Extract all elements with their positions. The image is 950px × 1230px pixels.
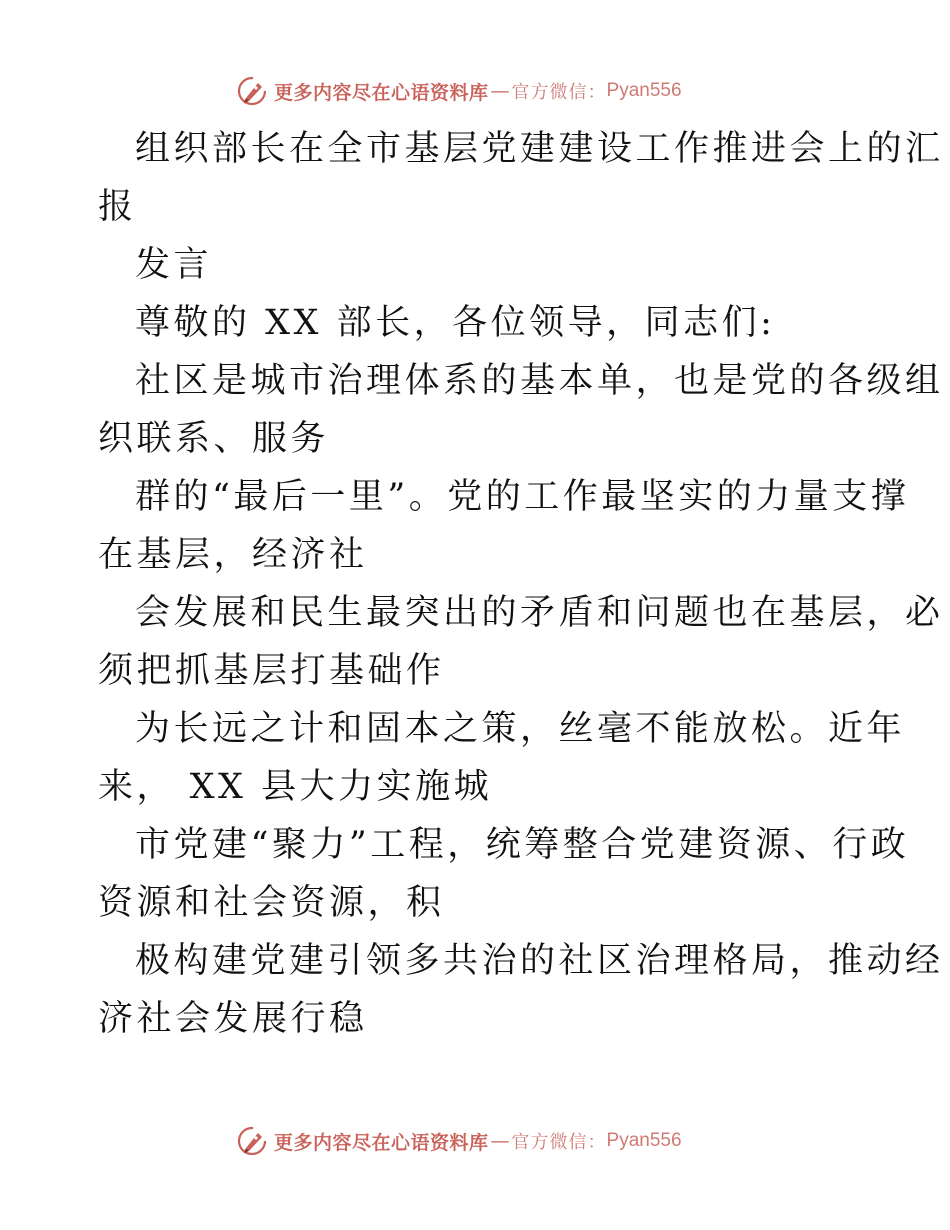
text-line: 组织部长在全市基层党建建设工作推进会上的汇 [135,129,944,169]
watermark-wechat-label: 官方微信： [511,1132,607,1153]
pen-nib-logo-icon [236,74,270,108]
text-line: 群的“最后一里”。党的工作最坚实的力量支撑 [135,477,910,517]
text-line: 市党建“聚力”工程，统筹整合党建资源、行政 [135,825,910,865]
watermark-text: 更多内容尽在心语资料库 [274,81,489,104]
watermark-wechat-label: 官方微信： [511,82,607,103]
watermark-wechat-id: Pyan556 [606,1130,682,1151]
text-line: 尊敬的 XX 部长，各位领导，同志们: [135,303,776,343]
text-line: 济社会发展行稳 [98,999,368,1039]
watermark-dash: — [490,80,510,102]
header-watermark [236,74,682,108]
watermark-wechat-id: Pyan556 [606,80,682,101]
text-line: 在基层，经济社 [98,535,368,575]
document-body [98,120,944,1048]
pen-nib-logo-icon [236,1124,270,1158]
text-line: 织联系、服务 [98,419,330,459]
text-line: 发言 [135,245,213,285]
text-line: 资源和社会资源，积 [98,883,445,923]
text-line: 须把抓基层打基础作 [98,651,445,691]
watermark-text: 更多内容尽在心语资料库 [274,1131,489,1154]
text-line: 报 [98,187,137,227]
watermark-dash: — [490,1130,510,1152]
text-line: 为长远之计和固本之策，丝毫不能放松。近年 [135,709,906,749]
text-line: 社区是城市治理体系的基本单，也是党的各级组 [135,361,944,401]
footer-watermark [236,1124,682,1158]
text-line: 来， XX 县大力实施城 [98,767,493,807]
text-line: 极构建党建引领多共治的社区治理格局，推动经 [135,941,944,981]
text-line: 会发展和民生最突出的矛盾和问题也在基层，必 [135,593,944,633]
